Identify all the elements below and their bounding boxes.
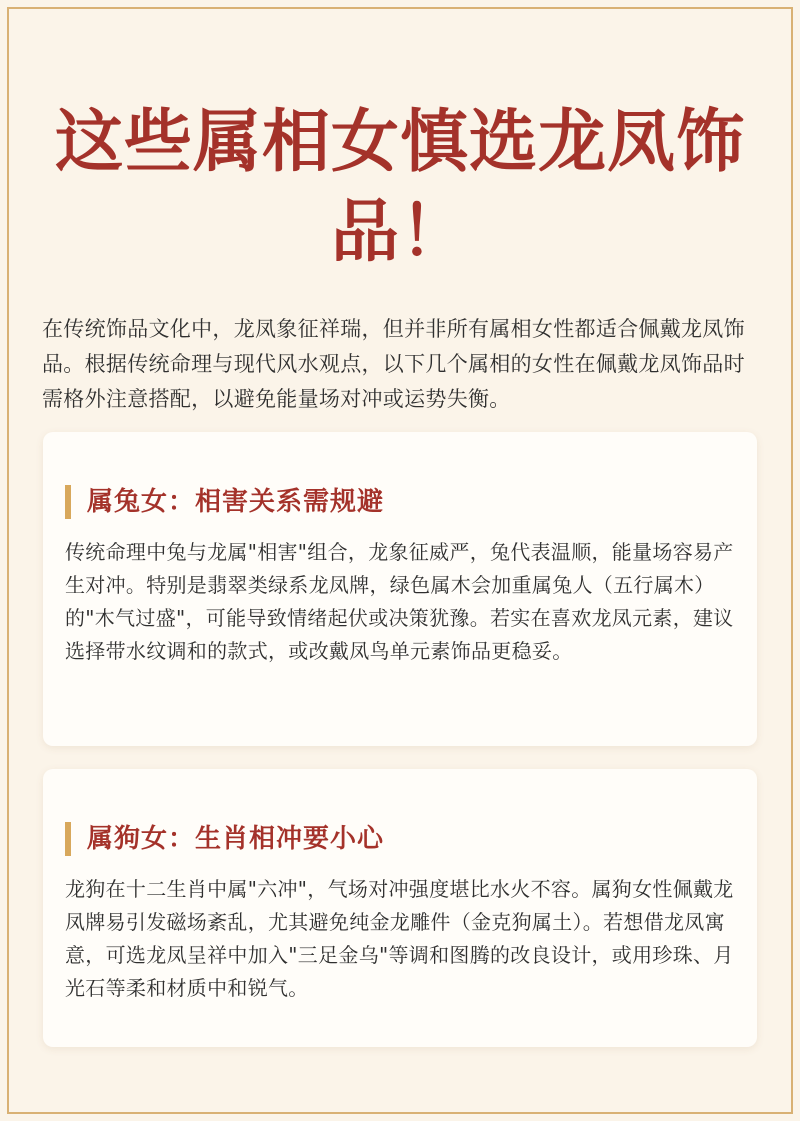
section-header [65, 484, 384, 520]
section-heading: 属狗女：生肖相冲要小心 [87, 824, 385, 854]
section-body: 龙狗在十二生肖中属"六冲"，气场对冲强度堪比水火不容。属狗女性佩戴龙凤牌易引发磁场紊乱，尤其避免纯金龙雕件（金克狗属土）。若想借龙凤寓意，可选龙凤呈祥中加入"三足金乌"等调和图腾的改良设计，或用珍珠、月光石等柔和材质中和锐气。 [65, 877, 734, 1000]
intro-paragraph: 在传统饰品文化中，龙凤象征祥瑞，但并非所有属相女性都适合佩戴龙凤饰品。根据传统命理与现代风水观点，以下几个属相的女性在佩戴龙凤饰品时需格外注意搭配，以避免能量场对冲或运势失衡。 [42, 317, 745, 411]
accent-bar [65, 485, 71, 519]
section-heading: 属兔女：相害关系需规避 [87, 487, 385, 517]
accent-bar [65, 822, 71, 856]
section-body: 传统命理中兔与龙属"相害"组合，龙象征威严，兔代表温顺，能量场容易产生对冲。特别是翡翠类绿系龙凤牌，绿色属木会加重属兔人（五行属木）的"木气过盛"，可能导致情绪起伏或决策犹豫。若实在喜欢龙凤元素，建议选择带水纹调和的款式，或改戴凤鸟单元素饰品更稳妥。 [65, 540, 734, 663]
page-title: 这些属相女慎选龙凤饰品！ [54, 103, 745, 272]
section-header [65, 821, 384, 857]
section-card-dog [43, 769, 757, 1047]
section-card-rabbit [43, 432, 757, 746]
